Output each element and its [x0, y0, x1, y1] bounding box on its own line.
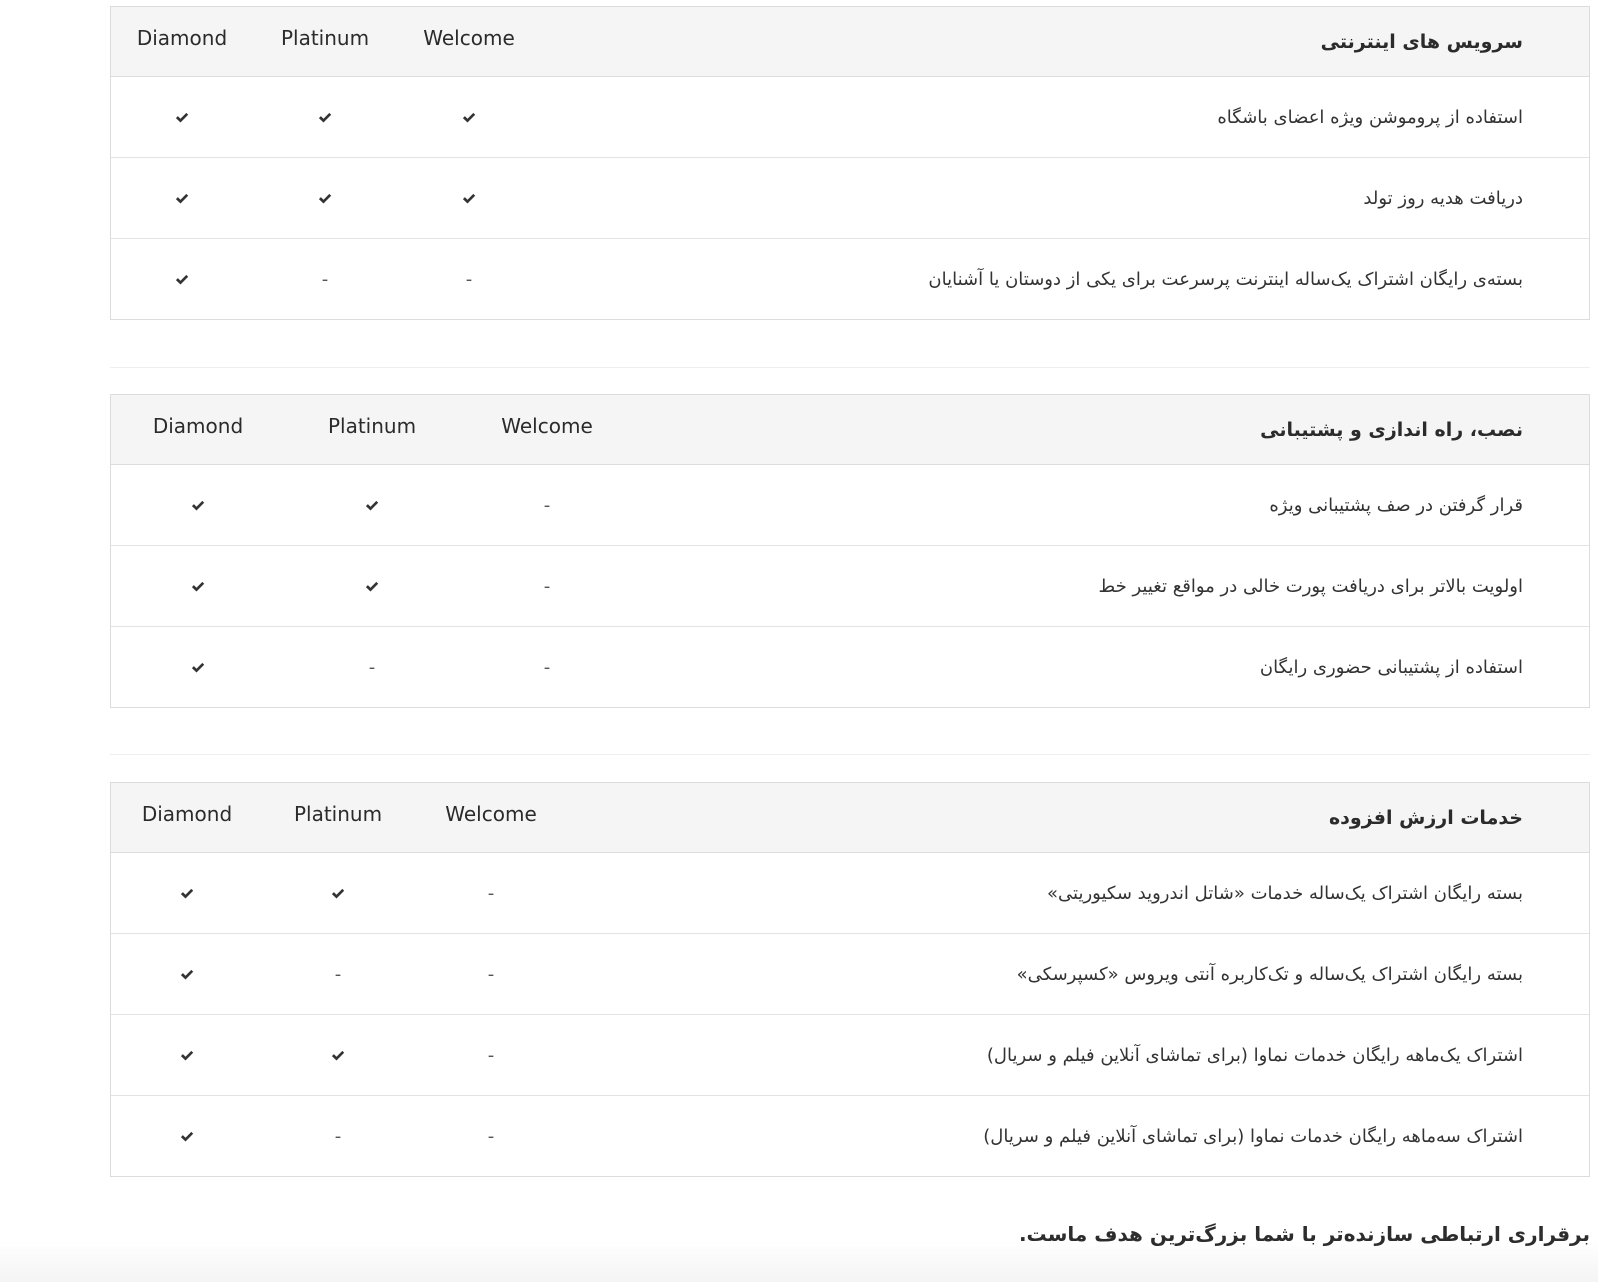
table-header [111, 395, 1589, 465]
check-icon [180, 967, 195, 982]
check-icon [191, 579, 206, 594]
section-divider [110, 754, 1590, 755]
footer-tagline: برقراری ارتباطی سازنده‌تر با شما بزرگ‌ترین هدف ماست. [1018, 1222, 1590, 1246]
cell-platinum [331, 1015, 346, 1095]
table-row [111, 934, 1589, 1015]
cell-platinum [335, 934, 342, 1014]
cell-diamond [191, 465, 206, 545]
dash-value: - [543, 656, 551, 678]
dash-value: - [543, 494, 551, 516]
column-header-welcome: Welcome [445, 801, 537, 826]
column-header-platinum: Platinum [293, 801, 383, 826]
cell-platinum [369, 627, 376, 707]
check-icon [191, 498, 206, 513]
section-divider [110, 367, 1590, 368]
cell-welcome [462, 77, 477, 157]
cell-welcome [462, 158, 477, 238]
row-label: اشتراک سه‌ماهه رایگان خدمات نماوا (برای تماشای آنلاین فیلم و سریال) [983, 1125, 1523, 1147]
table-title: نصب، راه اندازی و پشتیبانی [1260, 418, 1523, 441]
cell-welcome [544, 546, 551, 626]
check-icon [180, 1129, 195, 1144]
cell-diamond [191, 546, 206, 626]
cell-platinum [335, 1096, 342, 1176]
dash-value: - [321, 268, 329, 290]
dash-value: - [487, 963, 495, 985]
table-row [111, 1015, 1589, 1096]
cell-diamond [175, 239, 190, 319]
cell-welcome [488, 1015, 495, 1095]
cell-welcome [488, 1096, 495, 1176]
check-icon [365, 579, 380, 594]
dash-value: - [487, 1125, 495, 1147]
table-row [111, 158, 1589, 239]
cell-platinum [331, 853, 346, 933]
dash-value: - [334, 1125, 342, 1147]
table-title: سرویس های اینترنتی [1320, 30, 1523, 53]
check-icon [462, 191, 477, 206]
check-icon [318, 191, 333, 206]
cell-platinum [318, 158, 333, 238]
column-header-platinum: Platinum [327, 413, 417, 438]
table-row [111, 853, 1589, 934]
check-icon [180, 886, 195, 901]
check-icon [331, 886, 346, 901]
table-row [111, 627, 1589, 707]
cell-platinum [365, 546, 380, 626]
dash-value: - [543, 575, 551, 597]
row-label: بسته رایگان اشتراک یک‌ساله خدمات «شاتل اندروید سکیوریتی» [1047, 882, 1523, 904]
comparison-table-installation-support [110, 394, 1590, 708]
dash-value: - [334, 963, 342, 985]
row-label: بسته رایگان اشتراک یک‌ساله و تک‌کاربره آنتی ویروس «کسپرسکی» [1016, 963, 1523, 985]
table-row [111, 546, 1589, 627]
row-label: دریافت هدیه روز تولد [1363, 187, 1523, 209]
cell-diamond [180, 1015, 195, 1095]
cell-platinum [365, 465, 380, 545]
dash-value: - [465, 268, 473, 290]
cell-diamond [191, 627, 206, 707]
table-row [111, 239, 1589, 319]
column-header-welcome: Welcome [501, 413, 593, 438]
row-label: قرار گرفتن در صف پشتیبانی ویژه [1269, 494, 1523, 516]
cell-platinum [322, 239, 329, 319]
check-icon [175, 110, 190, 125]
row-label: اولویت بالاتر برای دریافت پورت خالی در مواقع تغییر خط [1098, 575, 1523, 597]
table-row [111, 465, 1589, 546]
cell-welcome [544, 465, 551, 545]
column-header-platinum: Platinum [280, 25, 370, 50]
dash-value: - [487, 1044, 495, 1066]
cell-welcome [488, 934, 495, 1014]
column-header-welcome: Welcome [423, 25, 515, 50]
check-icon [331, 1048, 346, 1063]
row-label: اشتراک یک‌ماهه رایگان خدمات نماوا (برای تماشای آنلاین فیلم و سریال) [986, 1044, 1523, 1066]
check-icon [462, 110, 477, 125]
table-title: خدمات ارزش افزوده [1328, 806, 1523, 829]
check-icon [175, 272, 190, 287]
check-icon [175, 191, 190, 206]
table-row [111, 1096, 1589, 1176]
row-label: استفاده از پشتیبانی حضوری رایگان [1259, 656, 1523, 678]
comparison-table-value-added-services [110, 782, 1590, 1177]
check-icon [318, 110, 333, 125]
row-label: استفاده از پروموشن ویژه اعضای باشگاه [1217, 106, 1523, 128]
cell-welcome [544, 627, 551, 707]
check-icon [365, 498, 380, 513]
cell-diamond [175, 158, 190, 238]
column-header-diamond: Diamond [136, 25, 228, 50]
table-header [111, 783, 1589, 853]
check-icon [191, 660, 206, 675]
cell-diamond [180, 1096, 195, 1176]
table-row [111, 77, 1589, 158]
cell-welcome [488, 853, 495, 933]
dash-value: - [487, 882, 495, 904]
cell-welcome [466, 239, 473, 319]
row-label: بسته‌ی رایگان اشتراک یک‌ساله اینترنت پرسرعت برای یکی از دوستان یا آشنایان [928, 268, 1523, 290]
cell-diamond [180, 934, 195, 1014]
table-header [111, 7, 1589, 77]
column-header-diamond: Diamond [152, 413, 244, 438]
cell-platinum [318, 77, 333, 157]
comparison-table-internet-services [110, 6, 1590, 320]
cell-diamond [180, 853, 195, 933]
column-header-diamond: Diamond [141, 801, 233, 826]
dash-value: - [368, 656, 376, 678]
check-icon [180, 1048, 195, 1063]
cell-diamond [175, 77, 190, 157]
